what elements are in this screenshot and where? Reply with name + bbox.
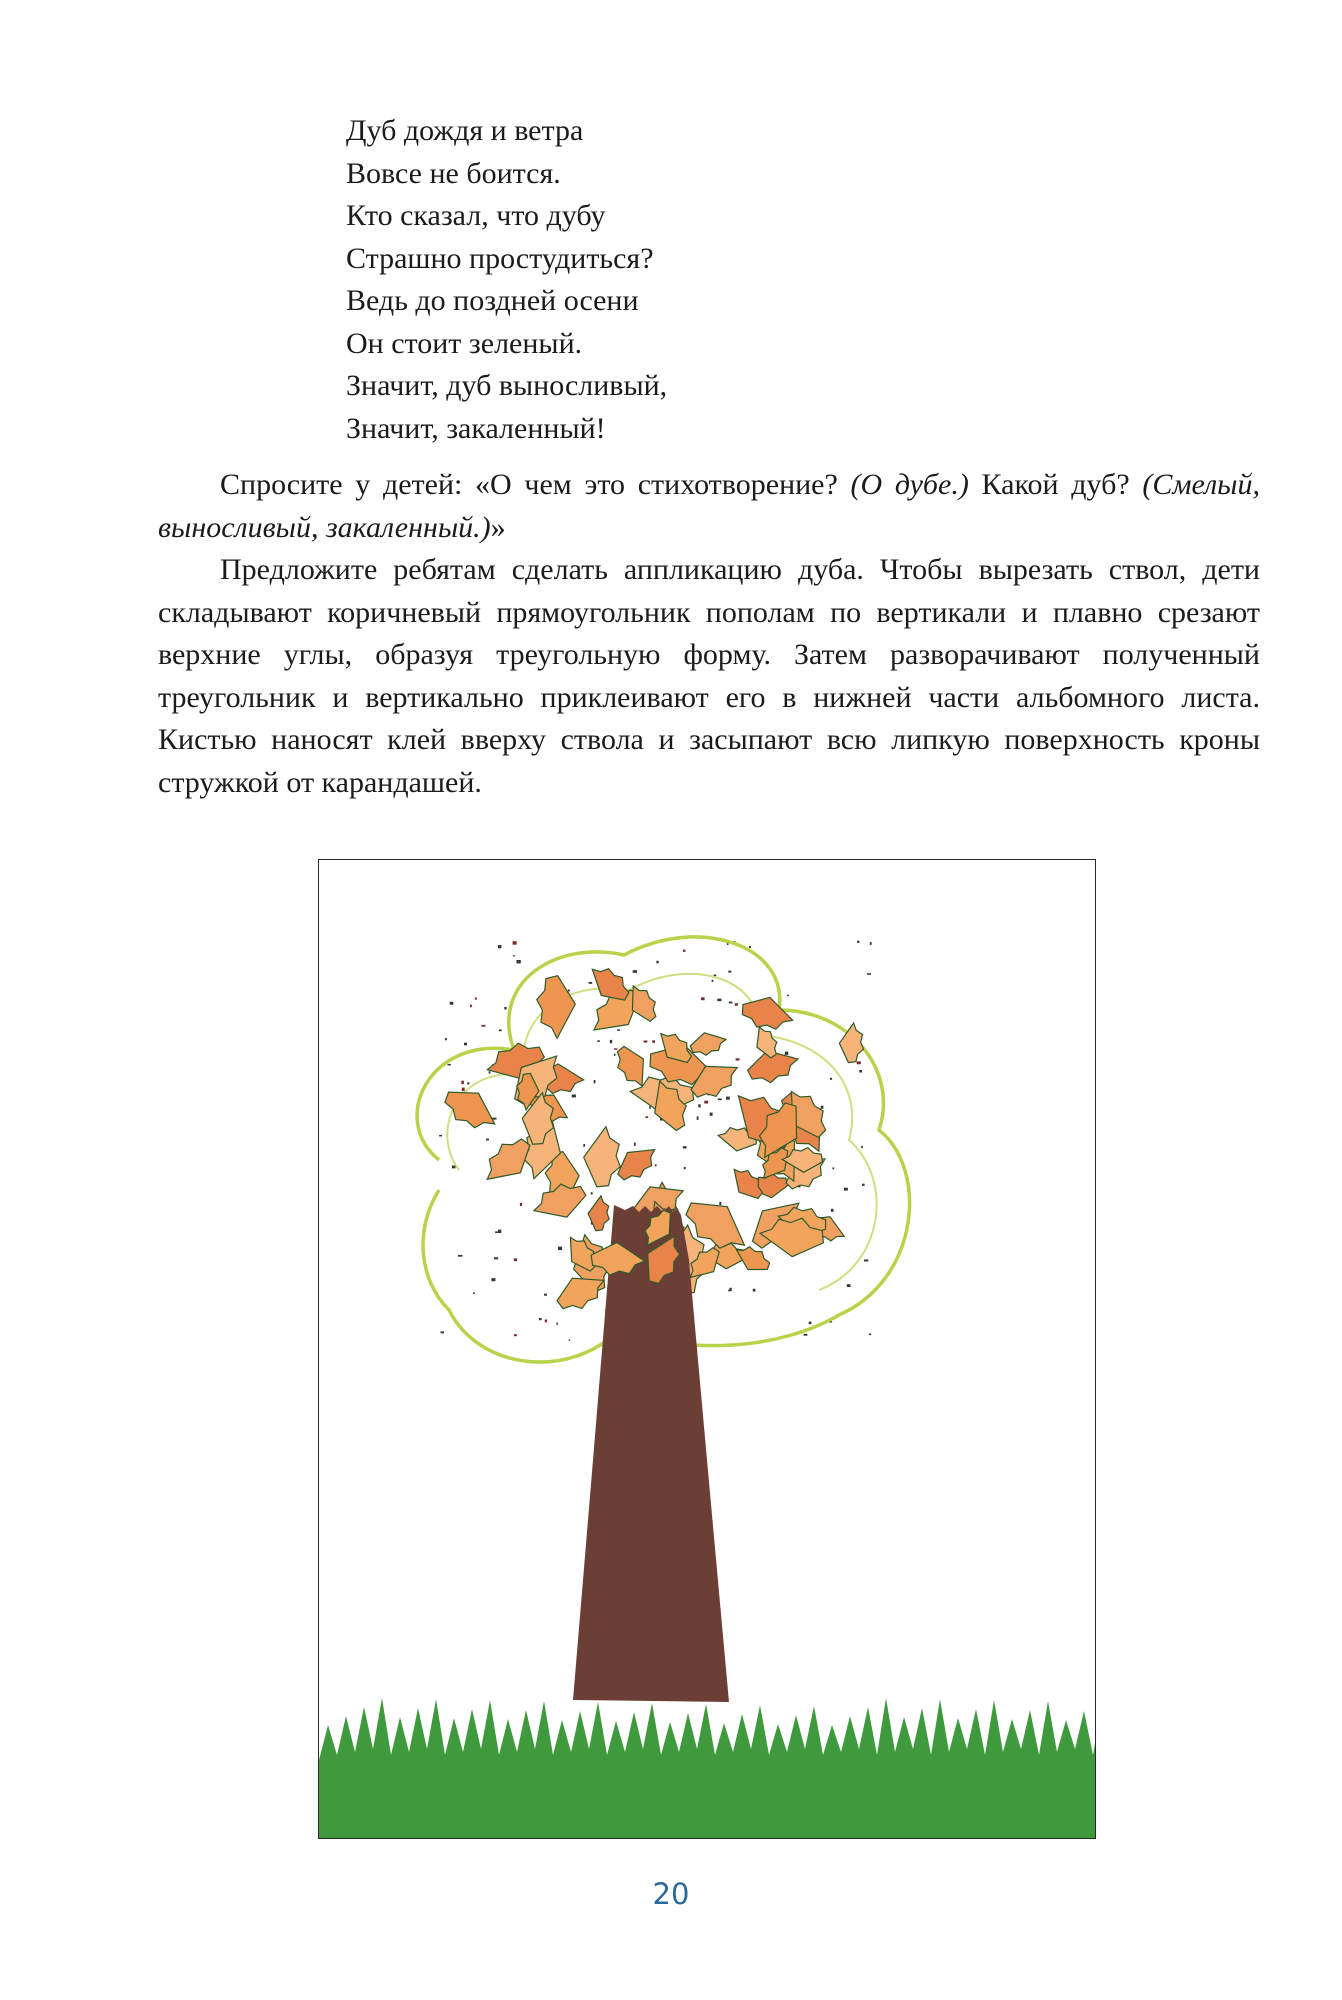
poem-line: Значит, закаленный! xyxy=(346,411,606,445)
dust-speck xyxy=(569,1339,571,1341)
dust-speck xyxy=(583,1144,585,1147)
dust-speck xyxy=(698,1104,700,1107)
dust-speck xyxy=(614,1048,617,1050)
dust-speck xyxy=(717,999,721,1002)
dust-speck xyxy=(568,990,570,992)
dust-speck xyxy=(498,1230,501,1233)
dust-speck xyxy=(869,1334,871,1336)
dust-speck xyxy=(445,1038,447,1040)
dust-speck xyxy=(504,1007,506,1010)
dust-speck xyxy=(867,973,871,975)
pencil-shaving xyxy=(581,1125,625,1189)
dust-speck xyxy=(452,1166,456,1169)
dust-speck xyxy=(572,1095,576,1098)
dust-speck xyxy=(539,1318,542,1320)
dust-speck xyxy=(610,1040,612,1043)
dust-speck xyxy=(492,1278,496,1281)
dust-speck xyxy=(785,1052,789,1055)
dust-speck xyxy=(499,1030,502,1032)
dust-speck xyxy=(558,1247,562,1250)
dust-speck xyxy=(832,1167,834,1169)
dust-speck xyxy=(520,1203,522,1206)
dust-speck xyxy=(787,995,789,997)
dust-speck xyxy=(544,1294,547,1296)
dust-speck xyxy=(729,1002,733,1004)
grass-strip xyxy=(319,1698,1096,1839)
dust-speck xyxy=(857,1061,861,1064)
dust-speck xyxy=(726,1097,730,1100)
dust-speck xyxy=(556,1323,558,1325)
dust-speck xyxy=(545,1320,547,1323)
poem-line: Дуб дождя и ветра xyxy=(346,114,584,147)
dust-speck xyxy=(633,970,637,973)
dust-speck xyxy=(704,1101,708,1104)
dust-speck xyxy=(710,1113,713,1116)
dust-speck xyxy=(712,980,714,982)
dust-speck xyxy=(513,955,515,957)
answer-text: (О дубе.) xyxy=(850,468,969,501)
pencil-shaving xyxy=(529,1178,591,1227)
dust-speck xyxy=(470,1005,472,1008)
dust-speck xyxy=(441,1331,444,1333)
dust-speck xyxy=(728,971,731,973)
dust-speck xyxy=(718,1099,722,1101)
question-text: Какой дуб? xyxy=(968,468,1143,501)
dust-speck xyxy=(649,1106,651,1109)
dust-speck xyxy=(831,1209,834,1212)
dust-speck xyxy=(656,961,658,964)
pencil-shaving xyxy=(738,991,797,1035)
dust-speck xyxy=(439,1135,442,1137)
poem-line: Страшно простудиться? xyxy=(346,241,654,275)
dust-speck xyxy=(646,1116,649,1118)
dust-speck xyxy=(719,1202,721,1205)
dust-speck xyxy=(804,1334,808,1336)
dust-speck xyxy=(489,1071,491,1073)
page-number: 20 xyxy=(652,1877,690,1911)
dust-speck xyxy=(594,1080,596,1083)
dust-speck xyxy=(486,1139,489,1141)
poem-line: Ведь до поздней осени xyxy=(346,284,639,317)
paragraph-questions xyxy=(158,464,1260,549)
question-text: Спросите у детей: «О чем это стихотворение? xyxy=(220,468,851,501)
dust-speck xyxy=(861,1146,863,1148)
dust-speck xyxy=(634,1143,636,1146)
dust-speck xyxy=(450,1002,454,1005)
oak-applique-illustration xyxy=(318,859,1096,1839)
dust-speck xyxy=(473,1292,475,1294)
dust-speck xyxy=(614,1054,616,1056)
dust-speck xyxy=(683,1146,687,1148)
dust-speck xyxy=(467,1082,469,1084)
dust-speck xyxy=(589,982,593,984)
dust-speck xyxy=(517,960,521,963)
dust-speck xyxy=(644,1041,648,1043)
dust-speck xyxy=(591,1192,593,1194)
dust-speck xyxy=(684,1167,686,1169)
dust-speck xyxy=(513,941,517,945)
tree-artwork xyxy=(319,860,1096,1839)
dust-speck xyxy=(598,1040,600,1042)
dust-speck xyxy=(498,945,502,948)
poem-line: Он стоит зеленый. xyxy=(346,326,583,360)
dust-speck xyxy=(475,998,477,1000)
dust-speck xyxy=(749,946,751,948)
closing-quote: » xyxy=(490,510,506,544)
pencil-shaving xyxy=(536,975,577,1039)
poem xyxy=(346,110,667,450)
poem-line: Вовсе не боится. xyxy=(346,156,561,190)
dust-speck xyxy=(809,1322,812,1325)
dust-speck xyxy=(655,1164,657,1166)
dust-speck xyxy=(514,1334,517,1336)
pencil-shaving xyxy=(688,1028,728,1058)
dust-speck xyxy=(844,1188,848,1191)
dust-speck xyxy=(728,1290,730,1292)
dust-speck xyxy=(462,1088,465,1092)
dust-speck xyxy=(753,1289,756,1292)
dust-speck xyxy=(847,1284,851,1287)
poem-line: Значит, дуб выносливый, xyxy=(346,369,668,402)
dust-speck xyxy=(652,1040,655,1043)
dust-speck xyxy=(482,1025,486,1027)
dust-speck xyxy=(617,1029,620,1031)
dust-speck xyxy=(862,1184,865,1186)
dust-speck xyxy=(461,1081,464,1085)
poem-line: Кто сказал, что дубу xyxy=(346,199,606,232)
dust-speck xyxy=(514,1258,517,1261)
dust-speck xyxy=(448,1064,451,1066)
body-text xyxy=(158,464,1260,804)
dust-speck xyxy=(857,941,859,943)
dust-speck xyxy=(727,943,729,945)
dust-speck xyxy=(683,950,686,952)
pencil-shaving xyxy=(586,1195,611,1232)
dust-speck xyxy=(697,1116,699,1120)
dust-speck xyxy=(458,1255,463,1257)
dust-speck xyxy=(735,1003,738,1006)
dust-speck xyxy=(864,1260,868,1262)
dust-speck xyxy=(736,1058,740,1060)
paragraph-instructions: Предложите ребятам сделать аппликацию дуба. Чтобы вырезать ствол, дети складывают коричневый прямоугольник пополам по вертикали и плавно срезают верхние углы, образуя треугольную форму. Затем разворачивают полученный треугольник и вертикально приклеивают его в нижней части альбомного листа. Кистью наносят клей вверху ствола и засыпают всю липкую поверхность кроны стружкой от карандашей. xyxy=(158,553,1260,799)
answer-text: (Смелый, выносливый, закаленный.) xyxy=(158,468,1260,544)
dust-speck xyxy=(821,1106,824,1109)
dust-speck xyxy=(859,1070,862,1073)
dust-speck xyxy=(870,942,872,945)
dust-speck xyxy=(494,1257,498,1259)
dust-speck xyxy=(830,1078,832,1080)
dust-speck xyxy=(464,1043,467,1046)
dust-speck xyxy=(701,997,705,1000)
